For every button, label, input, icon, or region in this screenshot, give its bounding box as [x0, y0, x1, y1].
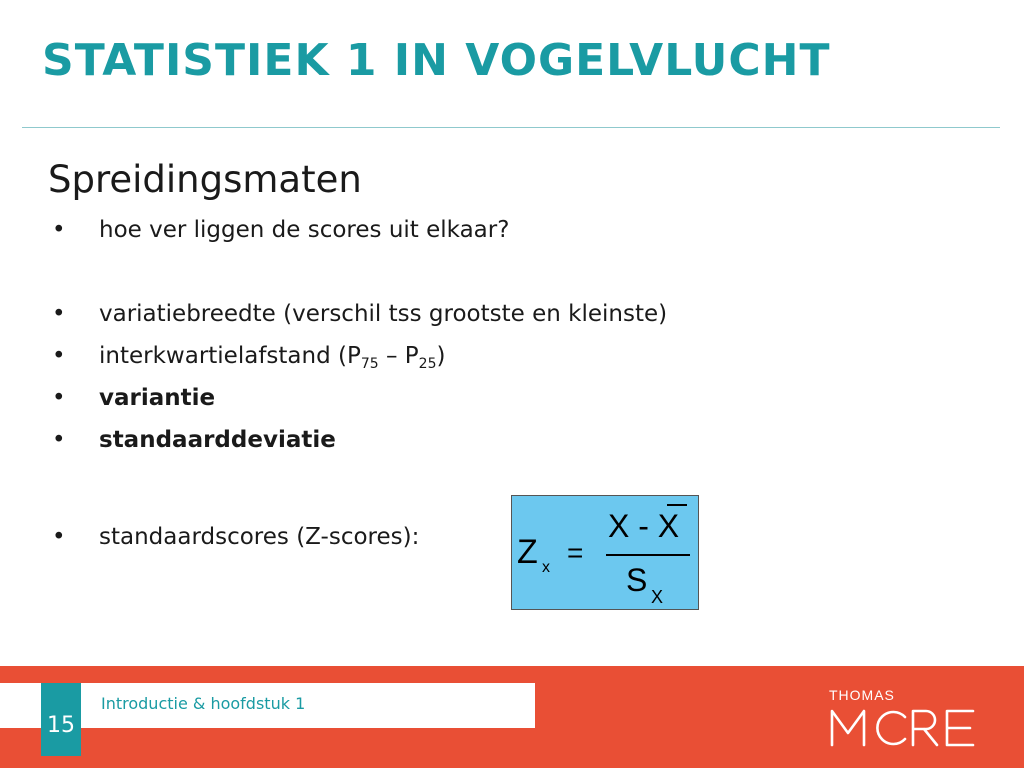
page-number-badge: [41, 683, 81, 756]
bullet-text-part: – P: [378, 343, 419, 369]
bullet-text: standaarddeviatie: [99, 427, 336, 453]
bullet-marker: •: [52, 301, 66, 327]
formula-equals: =: [567, 537, 584, 568]
formula-denominator-subscript: X: [651, 587, 664, 607]
formula-z-subscript: x: [542, 559, 550, 576]
footer-course-label: Introductie & hoofdstuk 1: [101, 694, 306, 713]
bullet-marker: •: [52, 427, 66, 453]
fraction-line: [606, 554, 690, 556]
z-score-formula: [511, 495, 699, 610]
subscript: 75: [360, 356, 379, 372]
slide-title: STATISTIEK 1 IN VOGELVLUCHT: [42, 35, 831, 86]
bullet-marker: •: [52, 343, 66, 369]
bullet-text: variantie: [99, 385, 216, 411]
formula-z: Z: [517, 533, 538, 571]
bullet-text: variatiebreedte (verschil tss grootste en kleinste): [99, 301, 668, 327]
title-divider: [22, 127, 1000, 128]
subscript: 25: [418, 356, 437, 372]
bullet-text-part: ): [436, 343, 446, 369]
logo-text-thomas: THOMAS: [829, 687, 895, 703]
thomas-more-logo: [829, 707, 979, 749]
formula-denominator: S: [626, 562, 648, 598]
bullet-marker: •: [52, 217, 66, 243]
page-number: 15: [47, 713, 75, 738]
section-heading: Spreidingsmaten: [48, 158, 362, 201]
formula-numerator: X - X: [608, 508, 680, 544]
bullet-text-part: interkwartielafstand (P: [99, 343, 361, 369]
bullet-text: [99, 340, 445, 372]
bullet-marker: •: [52, 385, 66, 411]
bullet-text: hoe ver liggen de scores uit elkaar?: [99, 217, 510, 243]
mean-bar: [667, 504, 687, 506]
bullet-text: standaardscores (Z-scores):: [99, 524, 420, 550]
bullet-marker: •: [52, 524, 66, 550]
